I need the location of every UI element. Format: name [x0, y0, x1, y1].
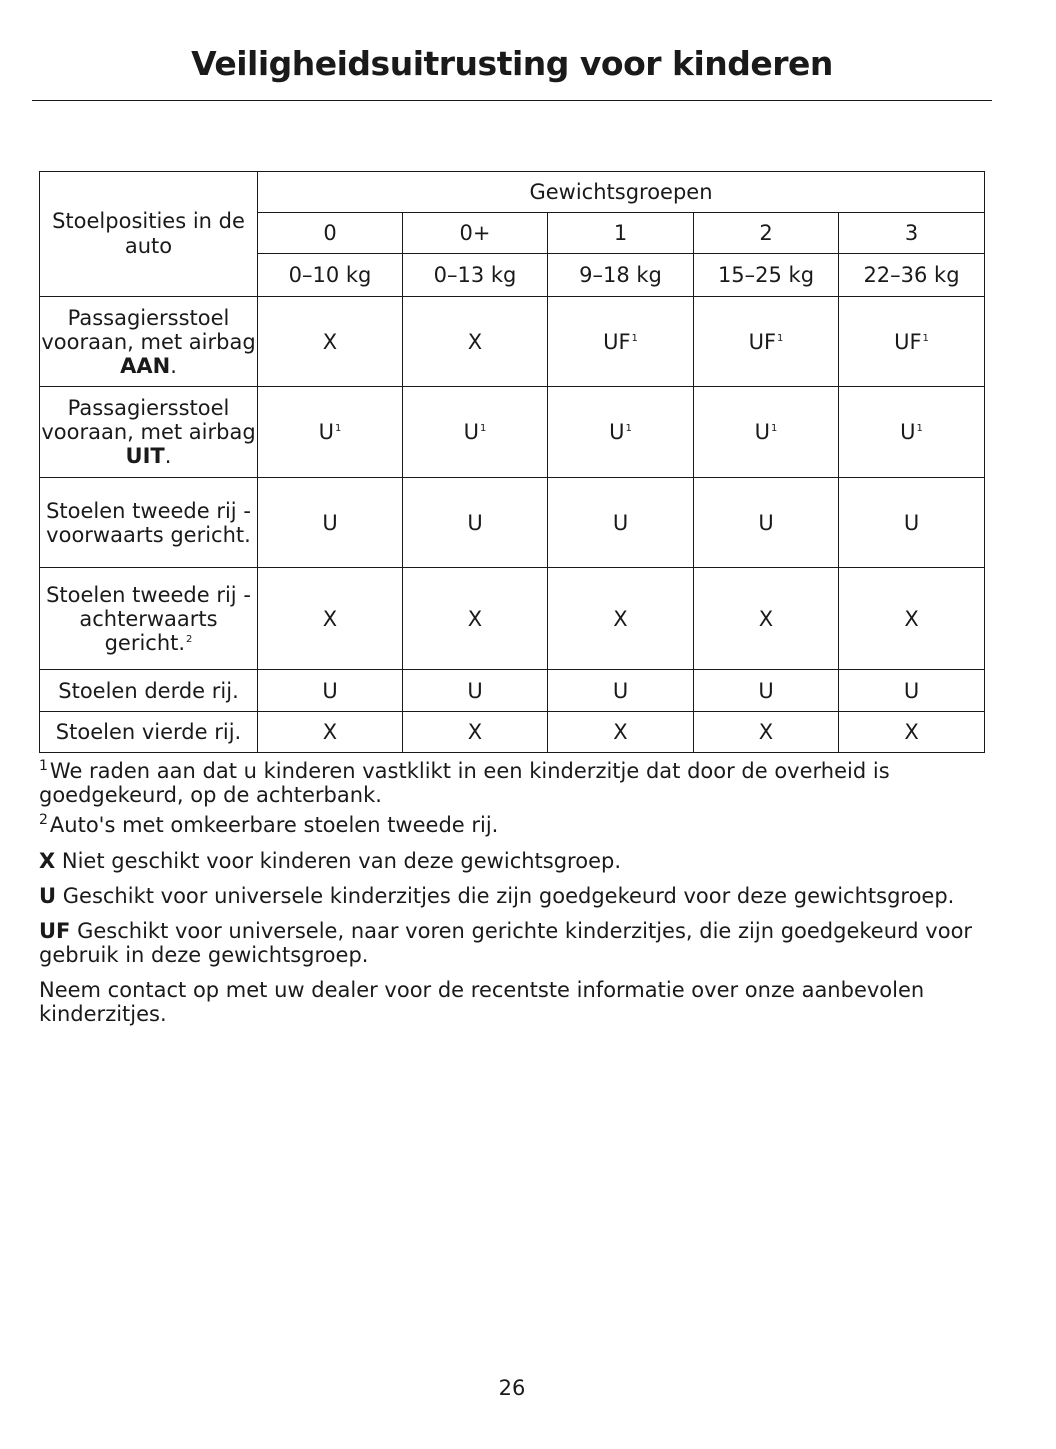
legend-key: U: [39, 884, 57, 908]
notes-section: [39, 759, 999, 1026]
legend-item: [39, 919, 999, 967]
footnote-ref: 1: [335, 423, 342, 434]
group-number: 1: [548, 213, 694, 254]
suitability-code: U: [467, 510, 483, 535]
suitability-code: X: [613, 606, 628, 631]
suitability-code: X: [467, 720, 483, 744]
suitability-code: U: [612, 678, 629, 703]
suitability-code: U: [467, 678, 483, 703]
group-weight: 9–18 kg: [548, 254, 694, 297]
table-body: [40, 297, 985, 753]
airbag-state: UIT: [125, 444, 165, 468]
suitability-cell: [694, 478, 839, 568]
table-row: [40, 297, 985, 387]
group-number: 0: [258, 213, 403, 254]
table-row: [40, 568, 985, 670]
weight-groups-header: Gewichtsgroepen: [258, 172, 985, 213]
group-number: 2: [694, 213, 839, 254]
suitability-cell: [548, 297, 694, 387]
suitability-code: U: [758, 510, 774, 535]
suitability-code: X: [613, 720, 628, 744]
footnote-ref: 1: [771, 423, 778, 434]
suitability-cell: [694, 712, 839, 753]
footnote-text: Auto's met omkeerbare stoelen tweede rij.: [49, 813, 499, 837]
title-divider: [32, 100, 992, 101]
group-weight: 0–10 kg: [258, 254, 403, 297]
suitability-cell: [258, 712, 403, 753]
suitability-cell: [258, 670, 403, 712]
seat-position-label: [40, 297, 258, 387]
label-suffix: .: [164, 444, 172, 468]
label-text: Stoelen tweede rij - voorwaarts gericht.: [46, 498, 251, 547]
suitability-code: U: [318, 420, 334, 444]
suitability-code: UF: [603, 329, 631, 354]
group-weight: 22–36 kg: [839, 254, 985, 297]
legend-text: Geschikt voor universele kinderzitjes die zijn goedgekeurd voor deze gewichtsgroep.: [62, 884, 955, 908]
suitability-cell: [403, 568, 548, 670]
suitability-cell: [548, 478, 694, 568]
label-text: Stoelen tweede rij - achterwaarts gericht.: [46, 582, 251, 655]
suitability-code: U: [609, 420, 625, 444]
suitability-cell: [839, 568, 985, 670]
suitability-cell: [839, 387, 985, 478]
group-weight: 15–25 kg: [694, 254, 839, 297]
suitability-cell: [839, 297, 985, 387]
legend-text: Niet geschikt voor kinderen van deze gewichtsgroep.: [61, 849, 621, 873]
footnote-ref: 2: [186, 633, 193, 645]
legend-key: X: [39, 849, 56, 873]
seat-position-label: [40, 387, 258, 478]
footnote-ref: 1: [777, 332, 784, 344]
suitability-cell: [258, 478, 403, 568]
suitability-code: U: [900, 420, 916, 444]
suitability-code: X: [758, 720, 774, 744]
label-text: Passagiersstoel vooraan, met airbag: [41, 396, 256, 444]
suitability-code: U: [612, 510, 629, 535]
suitability-code: U: [903, 510, 920, 535]
suitability-cell: [548, 670, 694, 712]
footnote-ref: 1: [922, 332, 929, 344]
table-row: [40, 478, 985, 568]
suitability-cell: [403, 297, 548, 387]
suitability-code: U: [322, 678, 338, 703]
airbag-state: AAN: [120, 353, 171, 378]
page-title: Veiligheidsuitrusting voor kinderen: [191, 44, 833, 83]
suitability-code: X: [467, 329, 483, 354]
suitability-code: X: [322, 329, 338, 354]
footnote: [39, 813, 999, 837]
contact-note: Neem contact op met uw dealer voor de recentste informatie over onze aanbevolen kinderzitjes.: [39, 978, 925, 1026]
legend-item: [39, 884, 999, 908]
footnote-marker: 1: [39, 758, 48, 774]
suitability-cell: [839, 712, 985, 753]
suitability-code: X: [758, 606, 774, 631]
suitability-cell: [694, 297, 839, 387]
label-text: Stoelen derde rij.: [58, 678, 239, 703]
footnote-ref: 1: [916, 423, 923, 434]
suitability-cell: [403, 712, 548, 753]
footnote-marker: 2: [39, 812, 48, 828]
suitability-cell: [403, 387, 548, 478]
suitability-cell: [258, 387, 403, 478]
table-row: [40, 387, 985, 478]
suitability-code: U: [903, 678, 920, 703]
suitability-cell: [403, 670, 548, 712]
suitability-cell: [694, 670, 839, 712]
footnote-text: We raden aan dat u kinderen vastklikt in een kinderzitje dat door de overheid is goedgekeurd, op de achterbank.: [39, 759, 890, 807]
footnote-ref: 1: [480, 423, 487, 434]
legend-text: Geschikt voor universele, naar voren gerichte kinderzitjes, die zijn goedgekeurd voor gebruik in deze gewichtsgroep.: [39, 919, 973, 967]
suitability-code: X: [904, 606, 919, 631]
suitability-cell: [403, 478, 548, 568]
group-weight: 0–13 kg: [403, 254, 548, 297]
label-text: Stoelen vierde rij.: [55, 720, 242, 744]
label-text: Passagiersstoel vooraan, met airbag: [41, 305, 256, 354]
suitability-code: U: [322, 510, 338, 535]
group-number: 3: [839, 213, 985, 254]
suitability-code: UF: [748, 329, 777, 354]
page-number: 26: [498, 1376, 526, 1400]
table-row: [40, 670, 985, 712]
group-number: 0+: [403, 213, 548, 254]
seat-position-label: [40, 568, 258, 670]
seat-position-header: Stoelposities in de auto: [40, 172, 258, 297]
seat-compatibility-table: [39, 171, 985, 753]
footnote-ref: 1: [631, 332, 638, 344]
footnote: [39, 759, 999, 807]
suitability-code: U: [463, 420, 479, 444]
suitability-cell: [839, 670, 985, 712]
suitability-cell: [548, 387, 694, 478]
suitability-code: U: [754, 420, 770, 444]
seat-position-label: [40, 712, 258, 753]
suitability-cell: [548, 568, 694, 670]
footnote-ref: 1: [625, 423, 632, 434]
legend-key: UF: [39, 919, 71, 943]
suitability-cell: [258, 568, 403, 670]
suitability-code: X: [322, 606, 338, 631]
suitability-code: U: [758, 678, 774, 703]
suitability-cell: [694, 387, 839, 478]
table-row: [40, 712, 985, 753]
seat-position-label: [40, 670, 258, 712]
suitability-code: X: [904, 720, 919, 744]
suitability-code: X: [322, 720, 338, 744]
legend-item: [39, 849, 999, 873]
suitability-cell: [258, 297, 403, 387]
suitability-code: X: [467, 606, 483, 631]
suitability-cell: [548, 712, 694, 753]
suitability-cell: [694, 568, 839, 670]
label-suffix: .: [170, 353, 177, 378]
seat-position-label: [40, 478, 258, 568]
suitability-cell: [839, 478, 985, 568]
suitability-code: UF: [894, 329, 922, 354]
